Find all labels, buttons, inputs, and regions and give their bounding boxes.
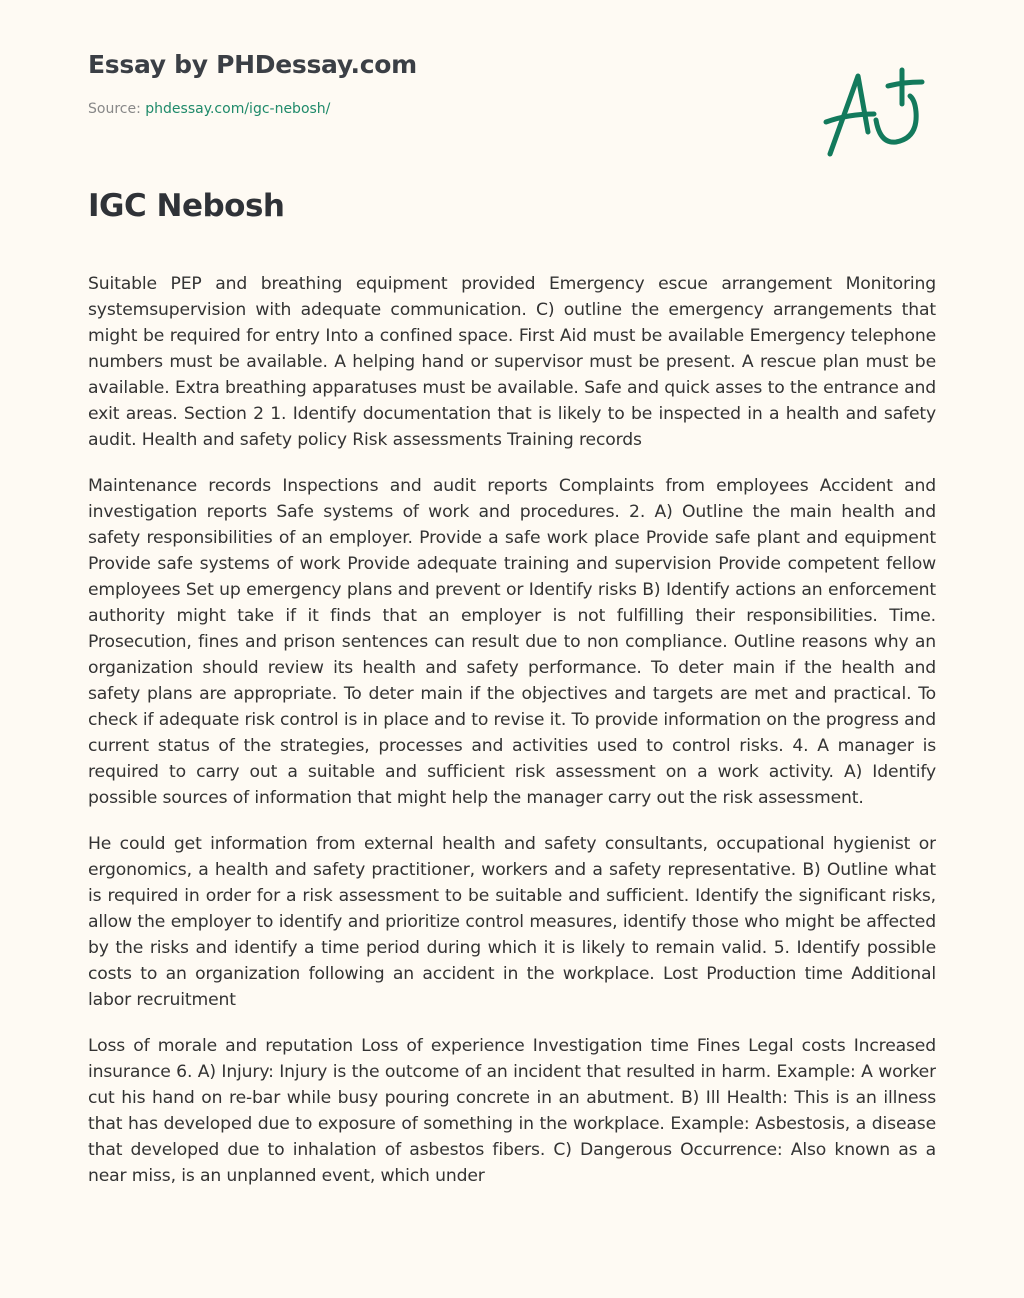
essay-title: IGC Nebosh	[88, 188, 285, 224]
essay-paragraph: Loss of morale and reputation Loss of experience Investigation time Fines Legal costs Increased insurance 6. A) Injury: Injury is the outcome of an incident that resulted in harm. Example: A worker cut his hand on re-bar while busy pouring concrete in an abutment. B) Ill Health: This is an illness that has developed due to exposure of something in the workplace. Example: Asbestosis, a disease that developed due to inhalation of asbestos fibers. C) Dangerous Occurrence: Also known as a near miss, is an unplanned event, which under	[88, 1036, 936, 1186]
essay-paragraph: Suitable PEP and breathing equipment provided Emergency escue arrangement Monitoring systemsupervision with adequate communication. C) outline the emergency arrangements that might be required for entry Into a confined space. First Aid must be available Emergency telephone numbers must be available. A helping hand or supervisor must be present. A rescue plan must be available. Extra breathing apparatuses must be available. Safe and quick asses to the entrance and exit areas. Section 2 1. Identify documentation that is likely to be inspected in a health and safety audit. Health and safety policy Risk assessments Training records	[88, 274, 936, 450]
source-label: Source:	[88, 101, 141, 117]
source-line	[88, 101, 330, 117]
essay-body	[88, 271, 936, 1245]
source-link[interactable]: phdessay.com/igc-nebosh/	[145, 101, 331, 117]
a-plus-logo-icon	[818, 62, 930, 162]
essay-paragraph: He could get information from external health and safety consultants, occupational hygienist or ergonomics, a health and safety practitioner, workers and a safety representative. B) Outline what is required in order for a risk assessment to be suitable and sufficient. Identify the significant risks, allow the employer to identify and prioritize control measures, identify those who might be affected by the risks and identify a time period during which it is likely to remain valid. 5. Identify possible costs to an organization following an accident in the workplace. Lost Production time Additional labor recruitment	[88, 834, 936, 1010]
site-brand: Essay by PHDessay.com	[88, 50, 417, 79]
essay-paragraph: Maintenance records Inspections and audit reports Complaints from employees Accident and investigation reports Safe systems of work and procedures. 2. A) Outline the main health and safety responsibilities of an employer. Provide a safe work place Provide safe plant and equipment Provide safe systems of work Provide adequate training and supervision Provide competent fellow employees Set up emergency plans and prevent or Identify risks B) Identify actions an enforcement authority might take if it finds that an employer is not fulfilling their responsibilities. Time. Prosecution, fines and prison sentences can result due to non compliance. Outline reasons why an organization should review its health and safety performance. To deter main if the health and safety plans are appropriate. To deter main if the objectives and targets are met and practical. To check if adequate risk control is in place and to revise it. To provide information on the progress and current status of the strategies, processes and activities used to control risks. 4. A manager is required to carry out a suitable and sufficient risk assessment on a work activity. A) Identify possible sources of information that might help the manager carry out the risk assessment.	[88, 476, 936, 808]
